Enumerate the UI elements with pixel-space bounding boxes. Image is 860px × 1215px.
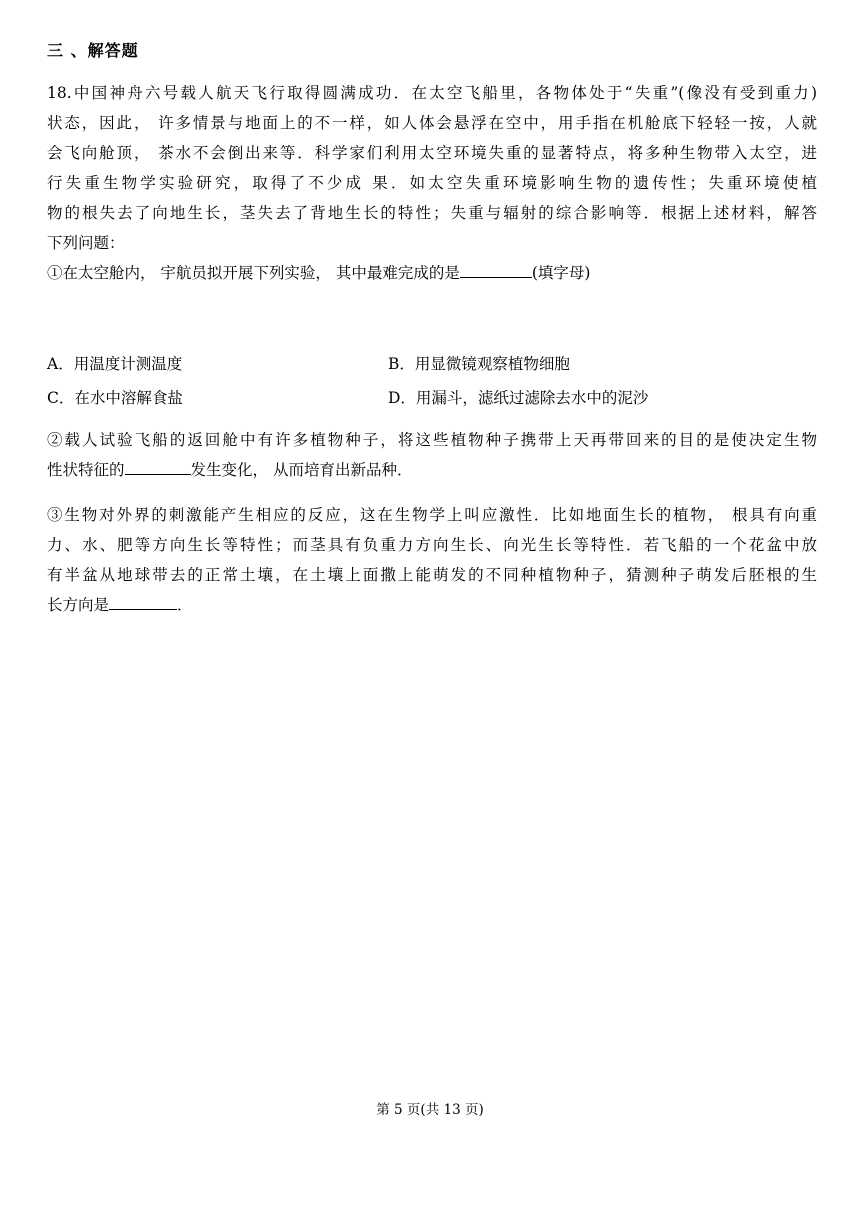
sub-question-3 (47, 500, 817, 620)
option-d: D．用漏斗，滤纸过滤除去水中的泥沙 (388, 389, 649, 407)
answer-blank-2[interactable] (125, 456, 191, 475)
sub3-prefix: 长方向是 (47, 596, 110, 614)
option-a: A．用温度计测温度 (47, 355, 183, 373)
stem-line-5: 物的根失去了向地生长，茎失去了背地生长的特性；失重与辐射的综合影响等．根据上述材料，解答 (47, 204, 817, 222)
sub-question-1 (47, 258, 590, 288)
answer-blank-3[interactable] (109, 591, 177, 610)
sub-question-2 (47, 425, 817, 485)
sub2-prefix: 性状特征的 (47, 461, 125, 479)
option-c: C．在水中溶解食盐 (47, 389, 183, 407)
page-footer: 第 5 页(共 13 页) (376, 1102, 484, 1118)
sub3-suffix: ． (177, 596, 193, 614)
sub2-line-2 (47, 455, 817, 485)
sub1-prefix: ①在太空舱内， 宇航员拟开展下列实验， 其中最难完成的是 (47, 264, 460, 282)
stem-line-1: 18.中国神舟六号载人航天飞行取得圆满成功．在太空飞船里，各物体处于“失重”(像没有受到重力) (47, 84, 817, 102)
option-b: B．用显微镜观察植物细胞 (388, 355, 570, 373)
stem-line-3: 会飞向舱顶， 茶水不会倒出来等．科学家们利用太空环境失重的显著特点，将多种生物带入太空，进 (47, 144, 817, 162)
sub3-line-3: 有半盆从地球带去的正常土壤，在土壤上面撒上能萌发的不同种植物种子，猜测种子萌发后胚根的生 (47, 566, 817, 584)
sub3-line-2: 力、水、肥等方向生长等特性；而茎具有负重力方向生长、向光生长等特性．若飞船的一个花盆中放 (47, 536, 817, 554)
sub3-line-4 (47, 590, 817, 620)
stem-line-2: 状态，因此， 许多情景与地面上的不一样，如人体会悬浮在空中，用手指在机舱底下轻轻一按，人就 (47, 114, 817, 132)
question-18-stem (47, 78, 817, 258)
section-title: 三 、解答题 (47, 41, 139, 60)
stem-line-4: 行失重生物学实验研究，取得了不少成 果．如太空失重环境影响生物的遗传性；失重环境使植 (47, 174, 817, 192)
sub3-line-1: ③生物对外界的刺激能产生相应的反应，这在生物学上叫应激性．比如地面生长的植物， 根具有向重 (47, 506, 817, 524)
sub2-line-1: ②载人试验飞船的返回舱中有许多植物种子，将这些植物种子携带上天再带回来的目的是使决定生物 (47, 431, 817, 449)
stem-line-6: 下列问题： (47, 234, 125, 252)
sub1-suffix: (填字母) (531, 264, 591, 282)
sub2-suffix: 发生变化， 从而培育出新品种． (190, 461, 413, 479)
answer-blank-1[interactable] (460, 259, 532, 278)
